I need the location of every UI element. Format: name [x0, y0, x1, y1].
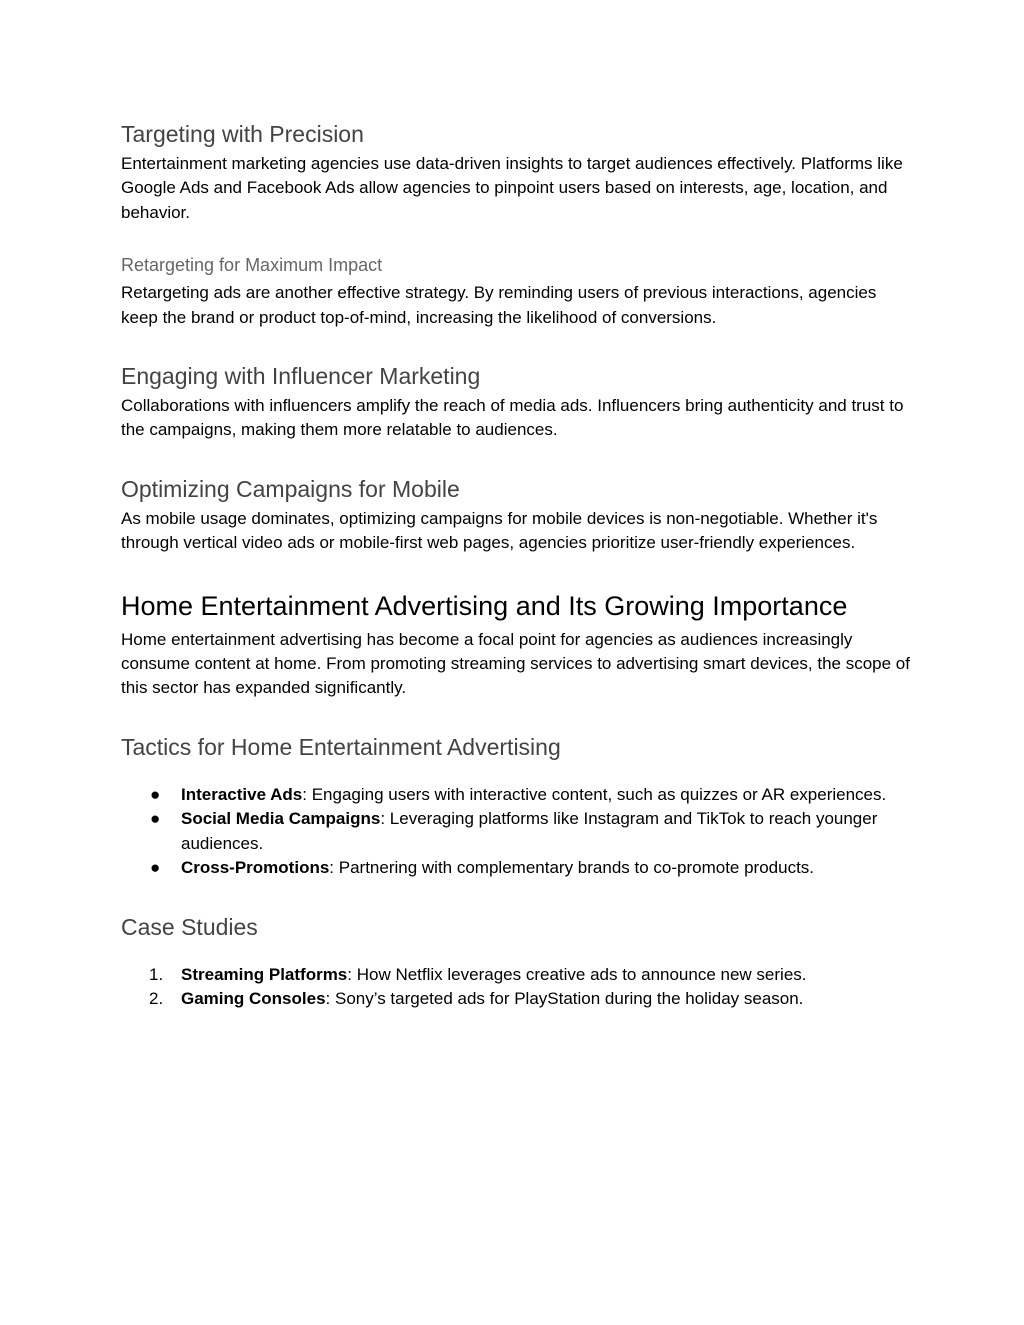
list-item-term: Streaming Platforms [181, 964, 348, 984]
heading-targeting: Targeting with Precision [121, 121, 364, 147]
bullet-icon: ● [150, 809, 161, 829]
list-item-desc: : How Netflix leverages creative ads to announce new series. [347, 964, 807, 984]
case-studies-list [121, 963, 911, 1012]
paragraph-targeting: Entertainment marketing agencies use data-driven insights to target audiences effectively. Platforms like Google Ads and Facebook Ads allow agencies to pinpoint users based on interests, age, location, and behavior. [121, 154, 903, 222]
list-item-term: Cross-Promotions [181, 858, 330, 878]
paragraph-influencer: Collaborations with influencers amplify the reach of media ads. Influencers bring authenticity and trust to the campaigns, making them more relatable to audiences. [121, 396, 904, 440]
heading-home-entertainment: Home Entertainment Advertising and Its Growing Importance [121, 590, 848, 621]
list-item [121, 856, 911, 880]
tactics-list [121, 783, 911, 881]
list-item-term: Gaming Consoles [181, 988, 326, 1008]
list-item-term: Interactive Ads [181, 784, 303, 804]
list-item [121, 807, 911, 856]
heading-retargeting: Retargeting for Maximum Impact [121, 255, 383, 276]
document-page [121, 118, 911, 1011]
list-item [121, 783, 911, 807]
list-item-desc: : Leveraging platforms like Instagram and TikTok to reach younger audiences. [181, 809, 878, 853]
list-item-desc: : Sony’s targeted ads for PlayStation during the holiday season. [325, 988, 804, 1008]
paragraph-mobile: As mobile usage dominates, optimizing campaigns for mobile devices is non-negotiable. Whether it's through vertical video ads or mobile-first web pages, agencies prioritize user-friendly experiences. [121, 508, 878, 553]
bullet-icon: ● [150, 784, 161, 804]
list-item [121, 963, 911, 987]
list-item-term: Social Media Campaigns [181, 809, 381, 829]
paragraph-home-entertainment: Home entertainment advertising has become a focal point for agencies as audiences increasingly consume content at home. From promoting streaming services to advertising smart devices, the scope of this sector has expanded significantly. [121, 629, 910, 698]
list-number: 2. [149, 988, 164, 1008]
heading-case-studies: Case Studies [121, 913, 258, 940]
list-item-desc: : Engaging users with interactive content, such as quizzes or AR experiences. [302, 784, 887, 804]
list-number: 1. [149, 964, 164, 984]
heading-influencer: Engaging with Influencer Marketing [121, 363, 481, 390]
list-item [121, 987, 911, 1011]
list-item-desc: : Partnering with complementary brands to co-promote products. [329, 858, 815, 878]
heading-tactics: Tactics for Home Entertainment Advertising [121, 733, 561, 760]
paragraph-retargeting: Retargeting ads are another effective strategy. By reminding users of previous interactions, agencies keep the brand or product top-of-mind, increasing the likelihood of conversions. [121, 283, 877, 327]
heading-mobile: Optimizing Campaigns for Mobile [121, 475, 460, 502]
bullet-icon: ● [150, 858, 161, 878]
